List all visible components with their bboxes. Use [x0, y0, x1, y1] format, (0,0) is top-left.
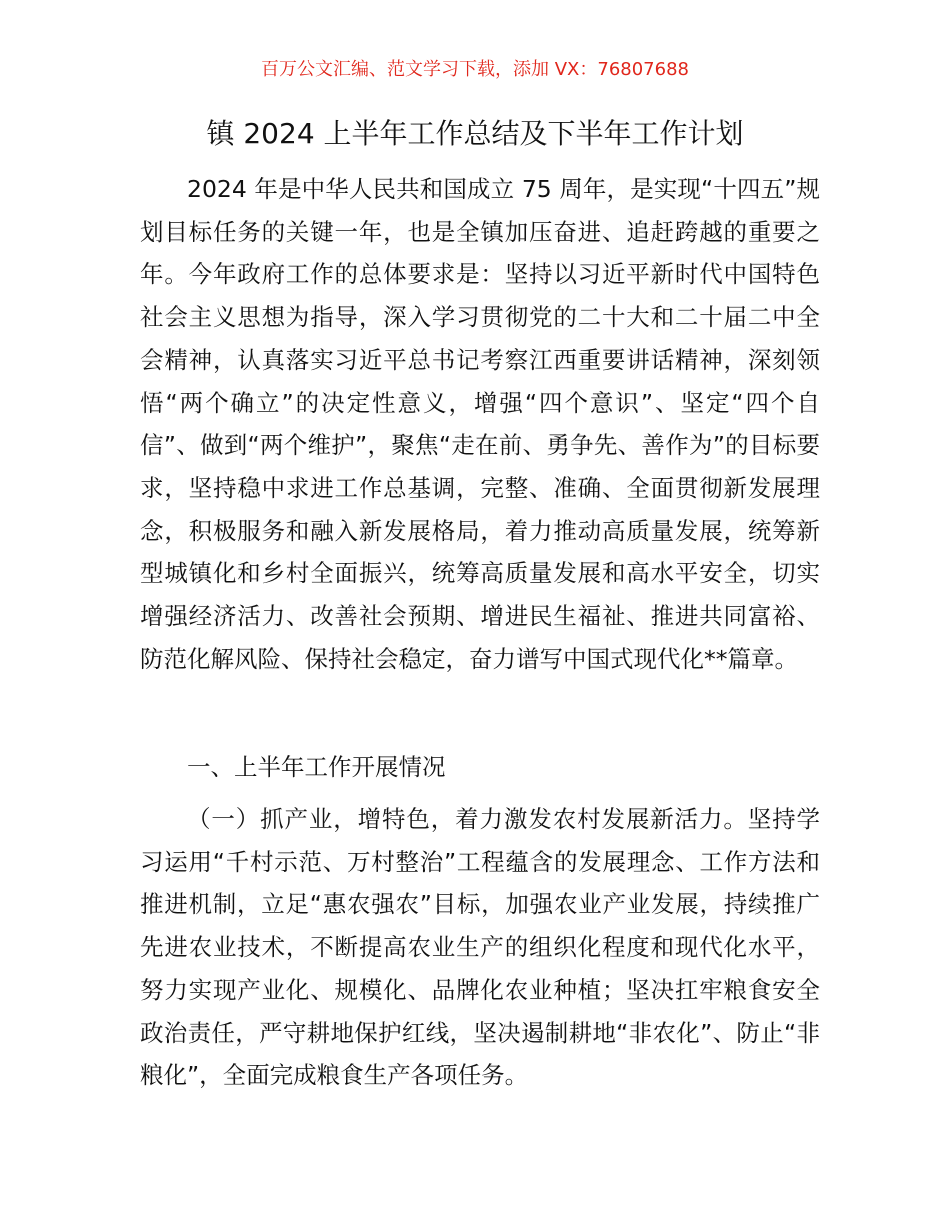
watermark-text: 百万公文汇编、范文学习下载，添加 VX：76807688 — [261, 59, 689, 80]
section-body — [140, 798, 820, 1097]
page-title: 镇 2024 上半年工作总结及下半年工作计划 — [206, 117, 744, 150]
section-paragraph: （一）抓产业，增特色，着力激发农村发展新活力。坚持学习运用“千村示范、万村整治”工程蕴含的发展理念、工作方法和推进机制，立足“惠农强农”目标，加强农业产业发展，持续推广先进农业技术，不断提高农业生产的组织化程度和现代化水平，努力实现产业化、规模化、品牌化农业种植；坚决扛牢粮食安全政治责任，严守耕地保护红线，坚决遏制耕地“非农化”、防止“非粮化”，全面完成粮食生产各项任务。 — [140, 805, 820, 1090]
section-heading: 一、上半年工作开展情况 — [187, 753, 446, 781]
intro-section — [140, 168, 820, 680]
section-heading-block — [140, 746, 820, 789]
intro-paragraph: 2024 年是中华人民共和国成立 75 周年，是实现“十四五”规划目标任务的关键一年，也是全镇加压奋进、追赶跨越的重要之年。今年政府工作的总体要求是：坚持以习近平新时代中国特色社会主义思想为指导，深入学习贯彻党的二十大和二十届二中全会精神，认真落实习近平总书记考察江西重要讲话精神，深刻领悟“两个确立”的决定性意义，增强“四个意识”、坚定“四个自信”、做到“两个维护”，聚焦“走在前、勇争先、善作为”的目标要求，坚持稳中求进工作总基调，完整、准确、全面贯彻新发展理念，积极服务和融入新发展格局，着力推动高质量发展，统筹新型城镇化和乡村全面振兴，统筹高质量发展和高水平安全，切实增强经济活力、改善社会预期、增进民生福祉、推进共同富裕、防范化解风险、保持社会稳定，奋力谱写中国式现代化**篇章。 — [140, 175, 820, 673]
